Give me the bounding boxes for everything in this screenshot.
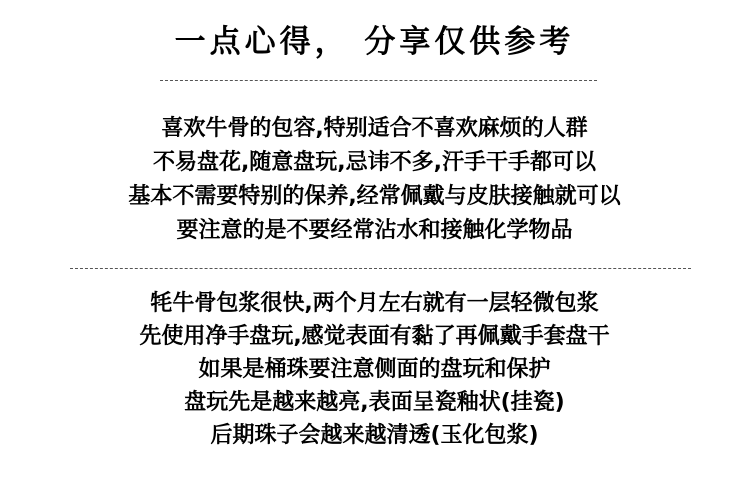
text-line: 盘玩先是越来越亮,表面呈瓷釉状(挂瓷) xyxy=(184,390,565,415)
intro-section xyxy=(0,112,749,248)
text-line: 牦牛骨包浆很快,两个月左右就有一层轻微包浆 xyxy=(150,291,599,316)
text-line: 如果是桶珠要注意侧面的盘玩和保护 xyxy=(198,357,551,382)
divider-middle xyxy=(70,268,691,269)
text-line: 喜欢牛骨的包容,特别适合不喜欢麻烦的人群 xyxy=(161,116,588,141)
text-line: 要注意的是不要经常沾水和接触化学物品 xyxy=(176,218,573,243)
divider-top xyxy=(160,80,597,81)
text-line: 基本不需要特别的保养,经常佩戴与皮肤接触就可以 xyxy=(128,184,621,209)
page-title: 一点心得， 分享仅供参考 xyxy=(174,24,575,60)
text-line: 后期珠子会越来越清透(玉化包浆) xyxy=(210,423,539,448)
text-line: 不易盘花,随意盘玩,忌讳不多,汗手干手都可以 xyxy=(152,150,597,175)
care-tips-section xyxy=(0,287,749,452)
text-line: 先使用净手盘玩,感觉表面有黏了再佩戴手套盘干 xyxy=(139,324,610,349)
